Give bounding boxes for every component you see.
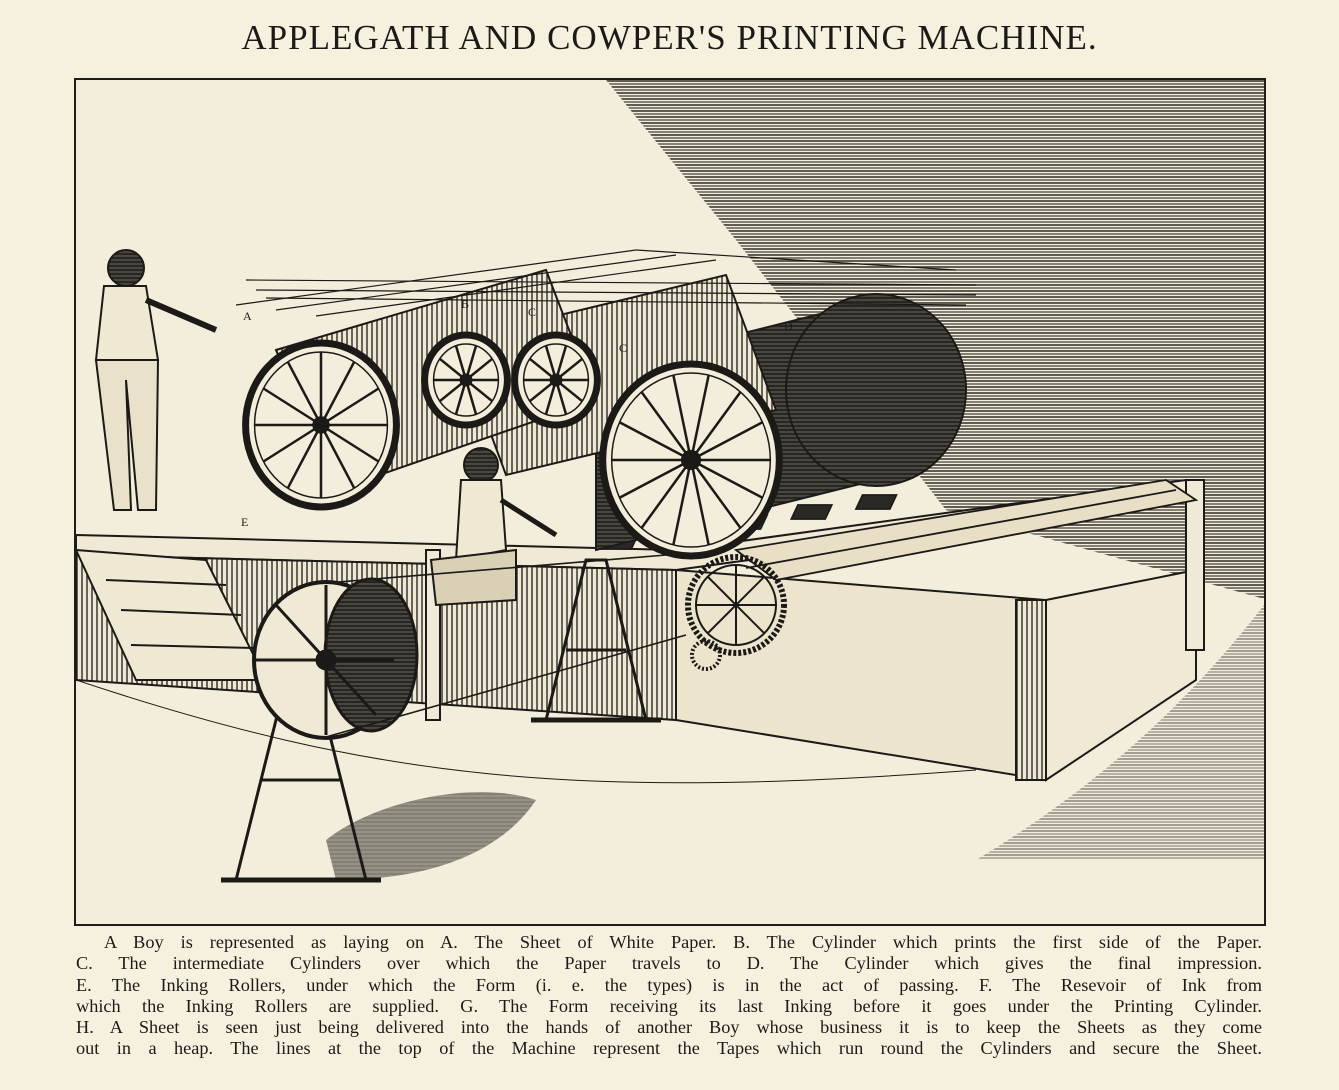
engraving-frame (74, 78, 1266, 926)
label-d: D (784, 319, 793, 333)
caption-line: C. The intermediate Cylinders over which the Paper travels to D. The Cylinder which gives the final impression. (76, 953, 1262, 974)
pulley-shadow (326, 792, 536, 880)
label-c1: C (528, 305, 537, 319)
label-a: A (243, 309, 252, 323)
caption-line: A Boy is represented as laying on A. The Sheet of White Paper. B. The Cylinder which prints the first side of the Paper. (104, 932, 1262, 952)
caption-line: E. The Inking Rollers, under which the Form (i. e. the types) is in the act of passing. F. The Resevoir of Ink from (76, 974, 1262, 995)
page-title: APPLEGATH AND COWPER'S PRINTING MACHINE. (241, 18, 1098, 57)
machine-engraving (76, 80, 1266, 926)
caption-line: which the Inking Rollers are supplied. G. The Form receiving its last Inking before it goes under the Printing Cylinder. (76, 995, 1262, 1016)
label-b: B (461, 297, 470, 311)
caption-line: out in a heap. The lines at the top of the Machine represent the Tapes which run round the Cylinders and secure the Sheet. (76, 1038, 1262, 1059)
wheel-cylinder-b (246, 343, 397, 507)
boy-laying-sheet (96, 250, 216, 510)
wheel-small-1 (425, 335, 508, 425)
label-c2: C (619, 341, 628, 355)
drive-pulley (254, 579, 417, 738)
label-e: E (241, 515, 249, 529)
caption-line: H. A Sheet is seen just being delivered into the hands of another Boy whose business it is to keep the Sheets as they come (76, 1017, 1262, 1038)
wheel-small-2 (515, 335, 598, 425)
wheel-cylinder-d (603, 364, 780, 556)
caption (76, 932, 1262, 1060)
